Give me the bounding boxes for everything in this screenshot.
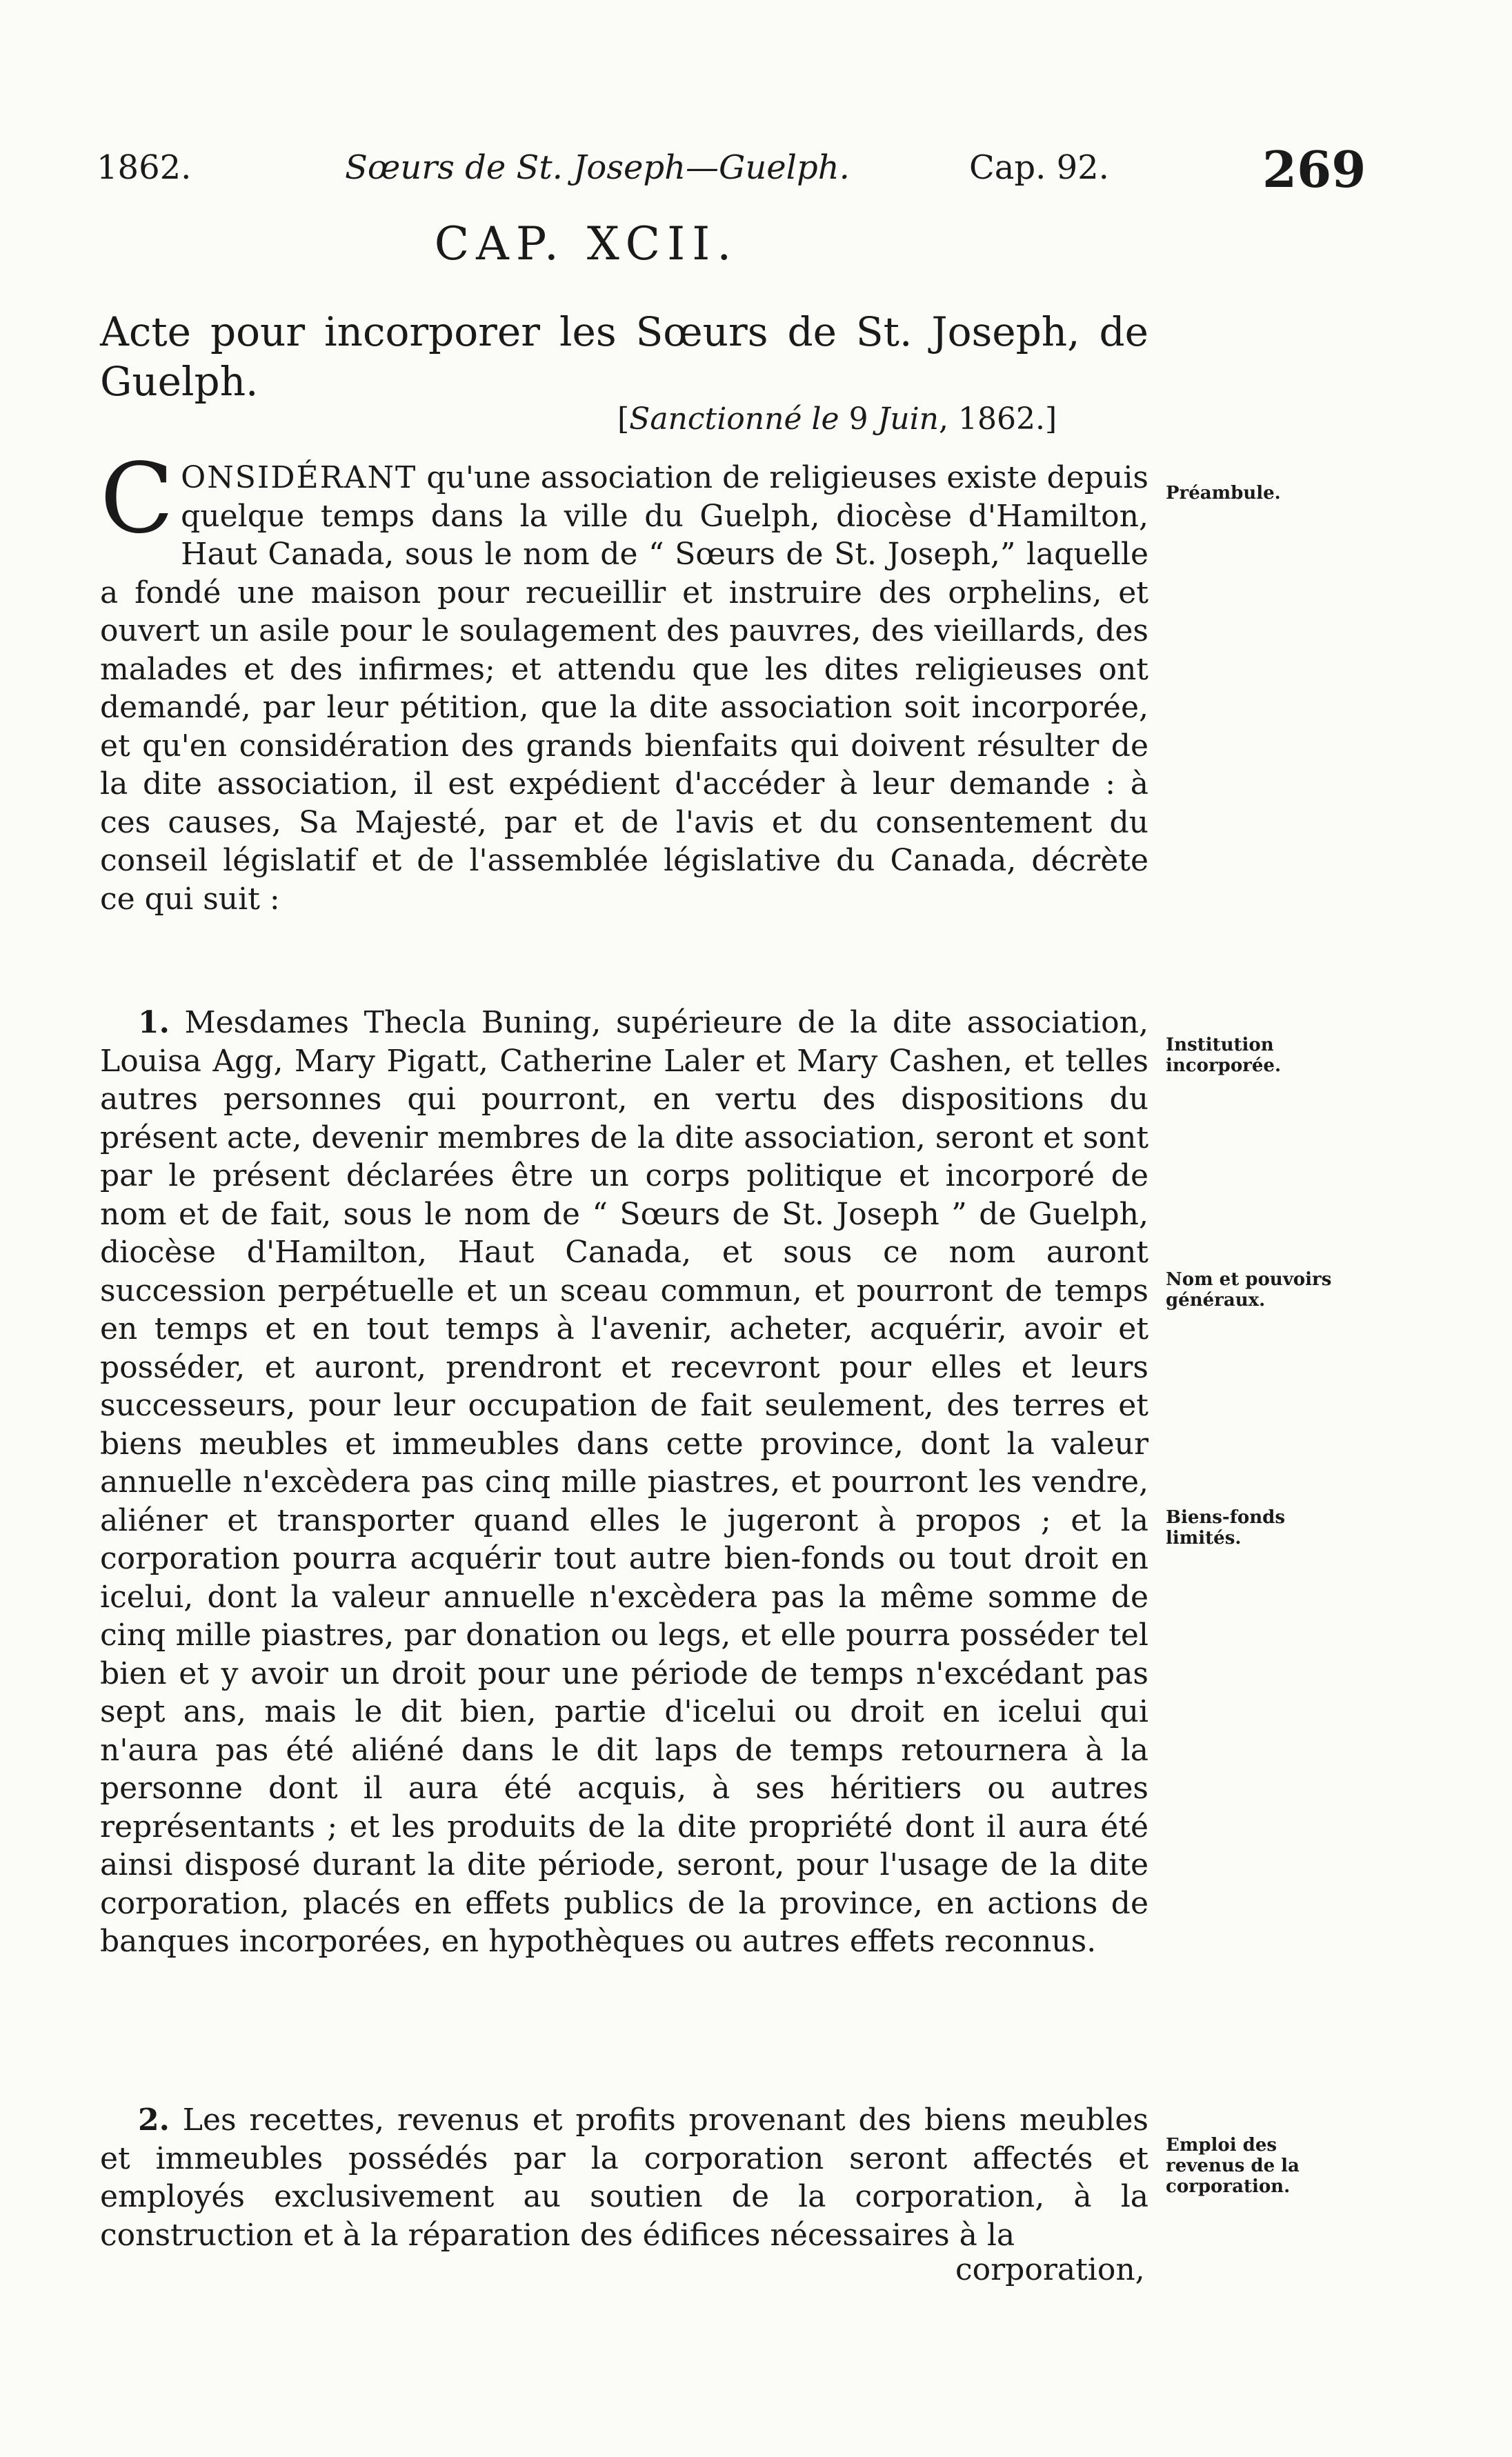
- sanction-day: 9: [848, 401, 868, 437]
- chapter-reference: Cap. 92.: [969, 148, 1109, 187]
- drop-cap: C: [100, 443, 175, 555]
- sanction-year: 1862.: [957, 401, 1045, 437]
- section-1-text: Mesdames Thecla Buning, supérieure de la dite association, Louisa Agg, Mary Pigatt, Catherine Laler et Mary Cashen, et telles autres personnes qui pourront, en vertu des dispositions du présent acte, devenir membres de la dite association, seront et sont par le présent déclarées être un corps politique et incorporé de nom et de fait, sous le nom de “ Sœurs de St. Joseph ” de Guelph, diocèse d'Hamilton, Haut Canada, et sous ce nom auront succession perpétuelle et un sceau commun, et pourront de temps en temps et en tout temps à l'avenir, acheter, acquérir, avoir et posséder, et auront, prendront et recevront pour elles et leurs successeurs, pour leur occupation de fait seulement, des terres et biens meubles et immeubles dans cette province, dont la valeur annuelle n'excèdera pas cinq mille piastres, et pourront les vendre, aliéner et transporter quand elles le jugeront à propos ; et la corporation pourra acquérir tout autre bien-fonds ou tout droit en icelui, dont la valeur annuelle n'excèdera pas la même somme de cinq mille piastres, par donation ou legs, et elle pourra posséder tel bien et y avoir un droit pour une période de temps n'excédant pas sept ans, mais le dit bien, partie d'icelui ou droit en icelui qui n'aura pas été aliéné dans le dit laps de temps retournera à la personne dont il aura été acquis, à ses héritiers ou autres représentants ; et les produits de la dite propriété dont il aura été ainsi disposé durant la dite période, seront, pour l'usage de la dite corporation, placés en effets publics de la province, en actions de banques incorporées, en hypothèques ou autres effets reconnus.: [100, 1005, 1148, 1959]
- sanction-label: Sanctionné le: [629, 401, 839, 437]
- act-title: Acte pour incorporer les Sœurs de St. Joseph, de Guelph.: [100, 308, 1148, 405]
- margin-note-name-powers: Nom et pouvoirs généraux.: [1166, 1269, 1332, 1311]
- margin-note-incorporation: Institution incorporée.: [1166, 1035, 1282, 1076]
- running-title: Sœurs de St. Joseph—Guelph.: [345, 148, 850, 187]
- header-year: 1862.: [97, 148, 192, 187]
- page-number: 269: [1262, 140, 1366, 199]
- sanction-date: [Sanctionné le 9 Juin, 1862.]: [617, 401, 1057, 437]
- sanction-month: Juin: [877, 401, 939, 437]
- section-1-number: 1.: [138, 1005, 170, 1040]
- section-2-text: Les recettes, revenus et profits provenant des biens meubles et immeubles possédés par la corporation seront affectés et employés exclusivement au soutien de la corporation, à la construction et à la réparation des édifices nécessaires à la: [100, 2102, 1148, 2253]
- section-2-catchword: corporation,: [955, 2252, 1145, 2287]
- section-2-number: 2.: [138, 2102, 170, 2138]
- margin-note-land-limits: Biens-fonds limités.: [1166, 1507, 1285, 1549]
- margin-note-revenue-use: Emploi des revenus de la corporation.: [1166, 2135, 1300, 2197]
- margin-note-preamble: Préambule.: [1166, 483, 1281, 504]
- page-header: [97, 140, 1366, 203]
- preamble-lead: ONSIDÉRANT: [181, 460, 417, 495]
- chapter-heading: CAP. XCII.: [434, 217, 739, 270]
- preamble-text: qu'une association de religieuses existe depuis quelque temps dans la ville du Guelph, diocèse d'Hamilton, Haut Canada, sous le nom de “ Sœurs de St. Joseph,” laquelle a fondé une maison pour recueillir et instruire des orphelins, et ouvert un asile pour le soulagement des pauvres, des vieillards, des malades et des infirmes; et attendu que les dites religieuses ont demandé, par leur pétition, que la dite association soit incorporée, et qu'en considération des grands bienfaits qui doivent résulter de la dite association, il est expédient d'accéder à leur demande : à ces causes, Sa Majesté, par et de l'avis et du consentement du conseil législatif et de l'assemblée législative du Canada, décrète ce qui suit :: [100, 460, 1148, 917]
- section-2-paragraph: [100, 2101, 1148, 2254]
- preamble-paragraph: [100, 443, 1148, 918]
- section-1-paragraph: [100, 1004, 1148, 1961]
